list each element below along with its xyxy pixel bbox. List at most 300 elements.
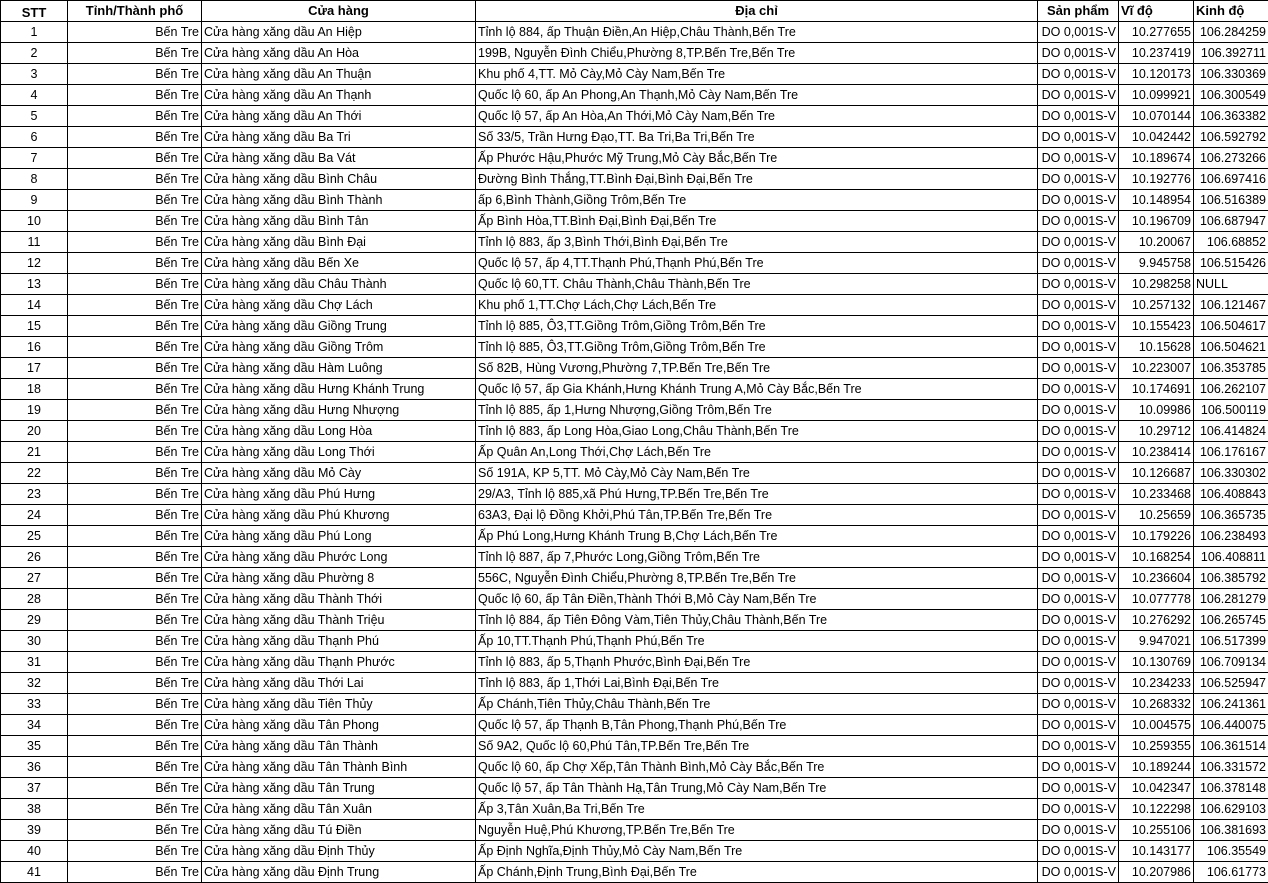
cell-address: Tỉnh lộ 883, ấp 3,Bình Thới,Bình Đại,Bến Tre xyxy=(476,232,1038,253)
cell-store: Cửa hàng xăng dầu Bến Xe xyxy=(202,253,476,274)
cell-province: Bến Tre xyxy=(68,736,202,757)
cell-longitude: 106.687947 xyxy=(1194,211,1268,232)
cell-province: Bến Tre xyxy=(68,421,202,442)
cell-latitude: 9.945758 xyxy=(1119,253,1194,274)
cell-longitude: 106.392711 xyxy=(1194,43,1268,64)
cell-stt: 17 xyxy=(1,358,68,379)
cell-province: Bến Tre xyxy=(68,211,202,232)
cell-store: Cửa hàng xăng dầu Thạnh Phước xyxy=(202,652,476,673)
table-row xyxy=(1,85,1268,106)
cell-store: Cửa hàng xăng dầu Thới Lai xyxy=(202,673,476,694)
cell-province: Bến Tre xyxy=(68,652,202,673)
table-row xyxy=(1,358,1268,379)
cell-latitude: 10.238414 xyxy=(1119,442,1194,463)
cell-province: Bến Tre xyxy=(68,274,202,295)
cell-address: Quốc lộ 60, ấp Tân Điền,Thành Thới B,Mỏ Cày Nam,Bến Tre xyxy=(476,589,1038,610)
cell-stt: 25 xyxy=(1,526,68,547)
cell-province: Bến Tre xyxy=(68,400,202,421)
cell-store: Cửa hàng xăng dầu An Hòa xyxy=(202,43,476,64)
table-row xyxy=(1,736,1268,757)
cell-province: Bến Tre xyxy=(68,337,202,358)
cell-store: Cửa hàng xăng dầu Tân Trung xyxy=(202,778,476,799)
cell-product: DO 0,001S-V xyxy=(1038,274,1119,295)
cell-province: Bến Tre xyxy=(68,232,202,253)
table-row xyxy=(1,820,1268,841)
cell-store: Cửa hàng xăng dầu An Thạnh xyxy=(202,85,476,106)
cell-longitude: 106.408811 xyxy=(1194,547,1268,568)
cell-product: DO 0,001S-V xyxy=(1038,463,1119,484)
cell-address: Tỉnh lộ 883, ấp Long Hòa,Giao Long,Châu Thành,Bến Tre xyxy=(476,421,1038,442)
cell-latitude: 10.196709 xyxy=(1119,211,1194,232)
cell-product: DO 0,001S-V xyxy=(1038,400,1119,421)
cell-product: DO 0,001S-V xyxy=(1038,484,1119,505)
cell-latitude: 10.155423 xyxy=(1119,316,1194,337)
cell-stt: 20 xyxy=(1,421,68,442)
cell-longitude: 106.284259 xyxy=(1194,22,1268,43)
header-stt: STT xyxy=(1,1,68,22)
cell-stt: 13 xyxy=(1,274,68,295)
cell-address: Số 9A2, Quốc lộ 60,Phú Tân,TP.Bến Tre,Bến Tre xyxy=(476,736,1038,757)
table-row xyxy=(1,862,1268,883)
table-row xyxy=(1,337,1268,358)
cell-longitude: 106.500119 xyxy=(1194,400,1268,421)
cell-latitude: 10.29712 xyxy=(1119,421,1194,442)
cell-address: Khu phố 1,TT.Chợ Lách,Chợ Lách,Bến Tre xyxy=(476,295,1038,316)
header-store: Cửa hàng xyxy=(202,1,476,22)
cell-province: Bến Tre xyxy=(68,715,202,736)
cell-store: Cửa hàng xăng dầu Ba Vát xyxy=(202,148,476,169)
cell-product: DO 0,001S-V xyxy=(1038,106,1119,127)
cell-address: ấp 6,Bình Thành,Giồng Trôm,Bến Tre xyxy=(476,190,1038,211)
cell-address: Tỉnh lộ 883, ấp 5,Thạnh Phước,Bình Đại,Bến Tre xyxy=(476,652,1038,673)
table-row xyxy=(1,715,1268,736)
cell-product: DO 0,001S-V xyxy=(1038,589,1119,610)
cell-product: DO 0,001S-V xyxy=(1038,547,1119,568)
cell-province: Bến Tre xyxy=(68,589,202,610)
cell-product: DO 0,001S-V xyxy=(1038,337,1119,358)
cell-product: DO 0,001S-V xyxy=(1038,505,1119,526)
cell-address: Số 191A, KP 5,TT. Mỏ Cày,Mỏ Cày Nam,Bến Tre xyxy=(476,463,1038,484)
cell-latitude: 10.120173 xyxy=(1119,64,1194,85)
cell-longitude: 106.709134 xyxy=(1194,652,1268,673)
cell-longitude: NULL xyxy=(1194,274,1268,295)
cell-store: Cửa hàng xăng dầu Định Trung xyxy=(202,862,476,883)
cell-longitude: 106.361514 xyxy=(1194,736,1268,757)
cell-address: Ấp 3,Tân Xuân,Ba Tri,Bến Tre xyxy=(476,799,1038,820)
cell-stt: 9 xyxy=(1,190,68,211)
cell-product: DO 0,001S-V xyxy=(1038,715,1119,736)
cell-product: DO 0,001S-V xyxy=(1038,799,1119,820)
table-row xyxy=(1,379,1268,400)
cell-stt: 33 xyxy=(1,694,68,715)
cell-latitude: 10.234233 xyxy=(1119,673,1194,694)
cell-store: Cửa hàng xăng dầu Định Thủy xyxy=(202,841,476,862)
cell-address: Tỉnh lộ 887, ấp 7,Phước Long,Giồng Trôm,Bến Tre xyxy=(476,547,1038,568)
cell-longitude: 106.504621 xyxy=(1194,337,1268,358)
cell-address: Ấp Phước Hậu,Phước Mỹ Trung,Mỏ Cày Bắc,Bến Tre xyxy=(476,148,1038,169)
cell-stt: 18 xyxy=(1,379,68,400)
cell-province: Bến Tre xyxy=(68,148,202,169)
cell-product: DO 0,001S-V xyxy=(1038,43,1119,64)
table-row xyxy=(1,400,1268,421)
cell-stt: 21 xyxy=(1,442,68,463)
cell-longitude: 106.525947 xyxy=(1194,673,1268,694)
table-row xyxy=(1,526,1268,547)
header-product: Sản phẩm xyxy=(1038,1,1119,22)
cell-longitude: 106.381693 xyxy=(1194,820,1268,841)
cell-latitude: 10.004575 xyxy=(1119,715,1194,736)
cell-latitude: 10.042442 xyxy=(1119,127,1194,148)
cell-province: Bến Tre xyxy=(68,505,202,526)
cell-longitude: 106.516389 xyxy=(1194,190,1268,211)
cell-longitude: 106.353785 xyxy=(1194,358,1268,379)
cell-stt: 6 xyxy=(1,127,68,148)
cell-product: DO 0,001S-V xyxy=(1038,232,1119,253)
cell-store: Cửa hàng xăng dầu An Thới xyxy=(202,106,476,127)
cell-province: Bến Tre xyxy=(68,673,202,694)
cell-longitude: 106.378148 xyxy=(1194,778,1268,799)
table-row xyxy=(1,463,1268,484)
table-row xyxy=(1,106,1268,127)
header-province: Tỉnh/Thành phố xyxy=(68,1,202,22)
cell-store: Cửa hàng xăng dầu Bình Tân xyxy=(202,211,476,232)
cell-latitude: 10.276292 xyxy=(1119,610,1194,631)
cell-longitude: 106.35549 xyxy=(1194,841,1268,862)
table-row xyxy=(1,232,1268,253)
header-latitude: Vĩ độ xyxy=(1119,1,1194,22)
cell-stt: 8 xyxy=(1,169,68,190)
cell-store: Cửa hàng xăng dầu Bình Châu xyxy=(202,169,476,190)
cell-latitude: 10.189244 xyxy=(1119,757,1194,778)
cell-address: Tỉnh lộ 885, ấp 1,Hưng Nhượng,Giồng Trôm,Bến Tre xyxy=(476,400,1038,421)
cell-address: Ấp Chánh,Tiên Thủy,Châu Thành,Bến Tre xyxy=(476,694,1038,715)
cell-longitude: 106.121467 xyxy=(1194,295,1268,316)
cell-province: Bến Tre xyxy=(68,799,202,820)
cell-address: Quốc lộ 57, ấp An Hòa,An Thới,Mỏ Cày Nam,Bến Tre xyxy=(476,106,1038,127)
cell-address: Quốc lộ 57, ấp Gia Khánh,Hưng Khánh Trung A,Mỏ Cày Bắc,Bến Tre xyxy=(476,379,1038,400)
cell-product: DO 0,001S-V xyxy=(1038,64,1119,85)
cell-province: Bến Tre xyxy=(68,841,202,862)
cell-address: Ấp Định Nghĩa,Định Thủy,Mỏ Cày Nam,Bến Tre xyxy=(476,841,1038,862)
cell-latitude: 10.099921 xyxy=(1119,85,1194,106)
cell-store: Cửa hàng xăng dầu Hưng Nhượng xyxy=(202,400,476,421)
cell-longitude: 106.241361 xyxy=(1194,694,1268,715)
cell-stt: 24 xyxy=(1,505,68,526)
table-row xyxy=(1,652,1268,673)
cell-longitude: 106.331572 xyxy=(1194,757,1268,778)
table-row xyxy=(1,22,1268,43)
cell-province: Bến Tre xyxy=(68,43,202,64)
cell-longitude: 106.363382 xyxy=(1194,106,1268,127)
cell-province: Bến Tre xyxy=(68,295,202,316)
cell-store: Cửa hàng xăng dầu Phú Khương xyxy=(202,505,476,526)
cell-product: DO 0,001S-V xyxy=(1038,169,1119,190)
cell-latitude: 10.122298 xyxy=(1119,799,1194,820)
cell-stt: 41 xyxy=(1,862,68,883)
cell-longitude: 106.385792 xyxy=(1194,568,1268,589)
cell-address: Quốc lộ 60, ấp An Phong,An Thạnh,Mỏ Cày Nam,Bến Tre xyxy=(476,85,1038,106)
cell-product: DO 0,001S-V xyxy=(1038,778,1119,799)
cell-latitude: 10.077778 xyxy=(1119,589,1194,610)
cell-stt: 5 xyxy=(1,106,68,127)
cell-latitude: 10.168254 xyxy=(1119,547,1194,568)
cell-longitude: 106.61773 xyxy=(1194,862,1268,883)
cell-store: Cửa hàng xăng dầu Giồng Trung xyxy=(202,316,476,337)
cell-stt: 29 xyxy=(1,610,68,631)
cell-latitude: 9.947021 xyxy=(1119,631,1194,652)
cell-address: Quốc lộ 60, ấp Chợ Xếp,Tân Thành Bình,Mỏ Cày Bắc,Bến Tre xyxy=(476,757,1038,778)
cell-stt: 23 xyxy=(1,484,68,505)
cell-address: Tỉnh lộ 885, Ô3,TT.Giồng Trôm,Giồng Trôm,Bến Tre xyxy=(476,337,1038,358)
cell-product: DO 0,001S-V xyxy=(1038,568,1119,589)
cell-latitude: 10.192776 xyxy=(1119,169,1194,190)
cell-latitude: 10.259355 xyxy=(1119,736,1194,757)
cell-latitude: 10.236604 xyxy=(1119,568,1194,589)
cell-product: DO 0,001S-V xyxy=(1038,379,1119,400)
cell-product: DO 0,001S-V xyxy=(1038,610,1119,631)
table-row xyxy=(1,169,1268,190)
cell-store: Cửa hàng xăng dầu Giồng Trôm xyxy=(202,337,476,358)
cell-latitude: 10.207986 xyxy=(1119,862,1194,883)
cell-stt: 12 xyxy=(1,253,68,274)
cell-stt: 28 xyxy=(1,589,68,610)
cell-province: Bến Tre xyxy=(68,862,202,883)
cell-province: Bến Tre xyxy=(68,358,202,379)
cell-province: Bến Tre xyxy=(68,778,202,799)
cell-latitude: 10.237419 xyxy=(1119,43,1194,64)
cell-longitude: 106.273266 xyxy=(1194,148,1268,169)
cell-address: Tỉnh lộ 884, ấp Tiên Đông Vàm,Tiên Thủy,Châu Thành,Bến Tre xyxy=(476,610,1038,631)
cell-province: Bến Tre xyxy=(68,610,202,631)
table-row xyxy=(1,610,1268,631)
cell-product: DO 0,001S-V xyxy=(1038,442,1119,463)
cell-province: Bến Tre xyxy=(68,22,202,43)
cell-address: Quốc lộ 57, ấp Thạnh B,Tân Phong,Thạnh Phú,Bến Tre xyxy=(476,715,1038,736)
cell-address: Số 33/5, Trần Hưng Đạo,TT. Ba Tri,Ba Tri,Bến Tre xyxy=(476,127,1038,148)
cell-latitude: 10.257132 xyxy=(1119,295,1194,316)
cell-stt: 14 xyxy=(1,295,68,316)
cell-latitude: 10.233468 xyxy=(1119,484,1194,505)
cell-province: Bến Tre xyxy=(68,169,202,190)
cell-province: Bến Tre xyxy=(68,547,202,568)
cell-longitude: 106.504617 xyxy=(1194,316,1268,337)
cell-store: Cửa hàng xăng dầu Hàm Luông xyxy=(202,358,476,379)
cell-address: Ấp Quân An,Long Thới,Chợ Lách,Bến Tre xyxy=(476,442,1038,463)
cell-stt: 32 xyxy=(1,673,68,694)
table-row xyxy=(1,589,1268,610)
cell-latitude: 10.223007 xyxy=(1119,358,1194,379)
table-row xyxy=(1,673,1268,694)
cell-product: DO 0,001S-V xyxy=(1038,820,1119,841)
cell-store: Cửa hàng xăng dầu Bình Đại xyxy=(202,232,476,253)
cell-address: Ấp Chánh,Định Trung,Bình Đại,Bến Tre xyxy=(476,862,1038,883)
cell-latitude: 10.174691 xyxy=(1119,379,1194,400)
cell-store: Cửa hàng xăng dầu Tân Phong xyxy=(202,715,476,736)
cell-product: DO 0,001S-V xyxy=(1038,253,1119,274)
cell-province: Bến Tre xyxy=(68,64,202,85)
cell-address: 199B, Nguyễn Đình Chiểu,Phường 8,TP.Bến Tre,Bến Tre xyxy=(476,43,1038,64)
cell-stt: 19 xyxy=(1,400,68,421)
cell-stt: 16 xyxy=(1,337,68,358)
cell-store: Cửa hàng xăng dầu Long Hòa xyxy=(202,421,476,442)
cell-store: Cửa hàng xăng dầu Châu Thành xyxy=(202,274,476,295)
cell-province: Bến Tre xyxy=(68,526,202,547)
cell-stt: 30 xyxy=(1,631,68,652)
cell-longitude: 106.697416 xyxy=(1194,169,1268,190)
table-row xyxy=(1,127,1268,148)
cell-longitude: 106.330302 xyxy=(1194,463,1268,484)
cell-stt: 2 xyxy=(1,43,68,64)
table-row xyxy=(1,631,1268,652)
cell-product: DO 0,001S-V xyxy=(1038,22,1119,43)
cell-stt: 22 xyxy=(1,463,68,484)
cell-stt: 7 xyxy=(1,148,68,169)
cell-latitude: 10.25659 xyxy=(1119,505,1194,526)
table-row xyxy=(1,211,1268,232)
cell-province: Bến Tre xyxy=(68,820,202,841)
cell-latitude: 10.15628 xyxy=(1119,337,1194,358)
cell-stt: 35 xyxy=(1,736,68,757)
cell-store: Cửa hàng xăng dầu Phường 8 xyxy=(202,568,476,589)
cell-store: Cửa hàng xăng dầu Thành Thới xyxy=(202,589,476,610)
cell-latitude: 10.268332 xyxy=(1119,694,1194,715)
cell-stt: 40 xyxy=(1,841,68,862)
table-row xyxy=(1,799,1268,820)
cell-product: DO 0,001S-V xyxy=(1038,148,1119,169)
cell-latitude: 10.298258 xyxy=(1119,274,1194,295)
cell-product: DO 0,001S-V xyxy=(1038,757,1119,778)
cell-latitude: 10.189674 xyxy=(1119,148,1194,169)
cell-longitude: 106.629103 xyxy=(1194,799,1268,820)
cell-product: DO 0,001S-V xyxy=(1038,358,1119,379)
cell-latitude: 10.148954 xyxy=(1119,190,1194,211)
cell-address: Ấp 10,TT.Thạnh Phú,Thạnh Phú,Bến Tre xyxy=(476,631,1038,652)
cell-province: Bến Tre xyxy=(68,85,202,106)
cell-longitude: 106.414824 xyxy=(1194,421,1268,442)
cell-product: DO 0,001S-V xyxy=(1038,841,1119,862)
cell-address: Tỉnh lộ 883, ấp 1,Thới Lai,Bình Đại,Bến Tre xyxy=(476,673,1038,694)
cell-product: DO 0,001S-V xyxy=(1038,316,1119,337)
cell-stt: 36 xyxy=(1,757,68,778)
table-row xyxy=(1,757,1268,778)
cell-longitude: 106.68852 xyxy=(1194,232,1268,253)
header-address: Địa chỉ xyxy=(476,1,1038,22)
table-row xyxy=(1,190,1268,211)
cell-address: 29/A3, Tỉnh lộ 885,xã Phú Hưng,TP.Bến Tre,Bến Tre xyxy=(476,484,1038,505)
cell-store: Cửa hàng xăng dầu Long Thới xyxy=(202,442,476,463)
cell-stt: 37 xyxy=(1,778,68,799)
cell-longitude: 106.592792 xyxy=(1194,127,1268,148)
cell-latitude: 10.09986 xyxy=(1119,400,1194,421)
cell-longitude: 106.440075 xyxy=(1194,715,1268,736)
cell-longitude: 106.238493 xyxy=(1194,526,1268,547)
table-row xyxy=(1,505,1268,526)
cell-longitude: 106.265745 xyxy=(1194,610,1268,631)
cell-store: Cửa hàng xăng dầu Phú Hưng xyxy=(202,484,476,505)
cell-stt: 11 xyxy=(1,232,68,253)
cell-product: DO 0,001S-V xyxy=(1038,190,1119,211)
cell-stt: 10 xyxy=(1,211,68,232)
cell-latitude: 10.070144 xyxy=(1119,106,1194,127)
table-row xyxy=(1,295,1268,316)
cell-stt: 15 xyxy=(1,316,68,337)
table-row xyxy=(1,421,1268,442)
cell-province: Bến Tre xyxy=(68,694,202,715)
cell-store: Cửa hàng xăng dầu Ba Tri xyxy=(202,127,476,148)
cell-store: Cửa hàng xăng dầu Thành Triệu xyxy=(202,610,476,631)
cell-province: Bến Tre xyxy=(68,253,202,274)
cell-product: DO 0,001S-V xyxy=(1038,652,1119,673)
cell-latitude: 10.042347 xyxy=(1119,778,1194,799)
cell-stt: 26 xyxy=(1,547,68,568)
cell-address: 63A3, Đại lộ Đồng Khởi,Phú Tân,TP.Bến Tre,Bến Tre xyxy=(476,505,1038,526)
cell-store: Cửa hàng xăng dầu Tú Điền xyxy=(202,820,476,841)
cell-stt: 34 xyxy=(1,715,68,736)
cell-province: Bến Tre xyxy=(68,757,202,778)
cell-province: Bến Tre xyxy=(68,127,202,148)
table-row xyxy=(1,442,1268,463)
cell-latitude: 10.143177 xyxy=(1119,841,1194,862)
cell-address: Quốc lộ 60,TT. Châu Thành,Châu Thành,Bến Tre xyxy=(476,274,1038,295)
cell-longitude: 106.365735 xyxy=(1194,505,1268,526)
cell-product: DO 0,001S-V xyxy=(1038,862,1119,883)
table-row xyxy=(1,64,1268,85)
cell-store: Cửa hàng xăng dầu Hưng Khánh Trung xyxy=(202,379,476,400)
header-row xyxy=(1,1,1268,22)
table-row xyxy=(1,43,1268,64)
table-row xyxy=(1,694,1268,715)
table-row xyxy=(1,778,1268,799)
cell-store: Cửa hàng xăng dầu Tân Thành Bình xyxy=(202,757,476,778)
header-longitude: Kinh độ xyxy=(1194,1,1268,22)
cell-store: Cửa hàng xăng dầu Mỏ Cày xyxy=(202,463,476,484)
cell-province: Bến Tre xyxy=(68,442,202,463)
cell-product: DO 0,001S-V xyxy=(1038,295,1119,316)
cell-stt: 39 xyxy=(1,820,68,841)
cell-product: DO 0,001S-V xyxy=(1038,526,1119,547)
cell-stt: 4 xyxy=(1,85,68,106)
cell-address: Số 82B, Hùng Vương,Phường 7,TP.Bến Tre,Bến Tre xyxy=(476,358,1038,379)
table-row xyxy=(1,316,1268,337)
cell-latitude: 10.20067 xyxy=(1119,232,1194,253)
cell-address: Quốc lộ 57, ấp Tân Thành Hạ,Tân Trung,Mỏ Cày Nam,Bến Tre xyxy=(476,778,1038,799)
cell-province: Bến Tre xyxy=(68,631,202,652)
table-row xyxy=(1,274,1268,295)
cell-province: Bến Tre xyxy=(68,463,202,484)
cell-province: Bến Tre xyxy=(68,568,202,589)
cell-province: Bến Tre xyxy=(68,316,202,337)
cell-latitude: 10.126687 xyxy=(1119,463,1194,484)
table-row xyxy=(1,841,1268,862)
table-body xyxy=(1,22,1268,883)
cell-store: Cửa hàng xăng dầu An Thuận xyxy=(202,64,476,85)
cell-address: Nguyễn Huệ,Phú Khương,TP.Bến Tre,Bến Tre xyxy=(476,820,1038,841)
cell-province: Bến Tre xyxy=(68,379,202,400)
table-row xyxy=(1,253,1268,274)
cell-store: Cửa hàng xăng dầu Thạnh Phú xyxy=(202,631,476,652)
cell-store: Cửa hàng xăng dầu An Hiệp xyxy=(202,22,476,43)
cell-stt: 27 xyxy=(1,568,68,589)
cell-address: Ấp Phú Long,Hưng Khánh Trung B,Chợ Lách,Bến Tre xyxy=(476,526,1038,547)
cell-longitude: 106.517399 xyxy=(1194,631,1268,652)
cell-longitude: 106.330369 xyxy=(1194,64,1268,85)
table-row xyxy=(1,547,1268,568)
cell-product: DO 0,001S-V xyxy=(1038,421,1119,442)
table-row xyxy=(1,568,1268,589)
cell-product: DO 0,001S-V xyxy=(1038,211,1119,232)
cell-province: Bến Tre xyxy=(68,190,202,211)
cell-stt: 1 xyxy=(1,22,68,43)
